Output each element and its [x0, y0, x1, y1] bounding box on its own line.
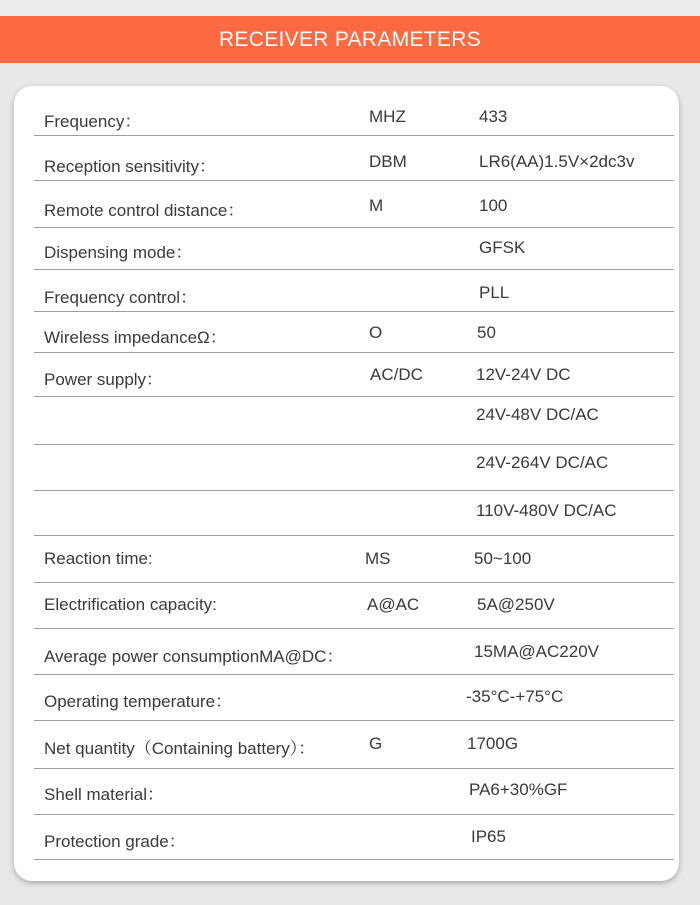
param-row-power-supply-4 [34, 491, 674, 536]
param-name: Reception sensitivity： [44, 157, 216, 176]
param-name: Reaction time: [44, 549, 153, 568]
param-row-power-supply-3 [34, 445, 674, 491]
param-unit: AC/DC [370, 365, 423, 384]
param-unit: G [369, 734, 383, 753]
param-value: 1700G [467, 734, 519, 753]
param-value: 5A@250V [477, 595, 555, 614]
param-name: Net quantity（Containing battery）： [44, 739, 316, 758]
param-value: 24V-48V DC/AC [476, 405, 599, 424]
param-row-frequency-control [34, 270, 674, 312]
param-unit: M [369, 196, 384, 215]
title-banner [0, 16, 700, 63]
parameters-card [14, 86, 679, 881]
param-name: Shell material： [44, 785, 164, 804]
param-value: 433 [479, 107, 508, 126]
param-unit: MS [365, 549, 391, 568]
param-unit: O [369, 323, 383, 342]
param-unit: MHZ [369, 107, 406, 126]
param-name: Dispensing mode： [44, 243, 193, 262]
param-name: Average power consumptionMA@DC： [44, 647, 344, 666]
param-value: 100 [479, 196, 508, 215]
param-row-reception-sensitivity [34, 136, 674, 181]
param-row-power-supply [34, 353, 674, 397]
param-row-frequency [34, 100, 674, 136]
param-name: Electrification capacity: [44, 595, 217, 614]
param-row-power-supply-2 [34, 397, 674, 445]
param-row-reaction-time [34, 536, 674, 583]
param-unit: DBM [369, 152, 407, 171]
param-value: IP65 [471, 827, 506, 846]
param-value: 110V-480V DC/AC [476, 501, 617, 520]
param-name: Protection grade： [44, 832, 186, 851]
param-value: -35°C-+75°C [466, 687, 564, 706]
param-name: Power supply： [44, 370, 164, 389]
param-value: PA6+30%GF [469, 780, 568, 799]
param-value: 12V-24V DC [476, 365, 571, 384]
param-row-operating-temperature [34, 675, 674, 721]
param-row-shell-material [34, 769, 674, 815]
param-name: Frequency control： [44, 288, 198, 307]
param-name: Frequency： [44, 112, 142, 131]
page-title: RECEIVER PARAMETERS [218, 27, 482, 51]
param-value: PLL [479, 283, 510, 302]
param-row-electrification-capacity [34, 583, 674, 629]
param-value: LR6(AA)1.5V×2dc3v [479, 152, 635, 171]
param-name: Operating temperature： [44, 692, 233, 711]
param-value: 15MA@AC220V [474, 642, 599, 661]
param-value: 50 [477, 323, 496, 342]
param-value: 50~100 [474, 549, 532, 568]
param-unit: A@AC [367, 595, 420, 614]
param-row-wireless-impedance [34, 312, 674, 353]
param-value: GFSK [479, 238, 526, 257]
param-row-protection-grade [34, 815, 674, 860]
top-strip [0, 0, 700, 16]
param-value: 24V-264V DC/AC [476, 453, 609, 472]
param-row-remote-distance [34, 181, 674, 228]
param-row-dispensing-mode [34, 228, 674, 270]
param-row-net-quantity [34, 721, 674, 769]
param-row-average-power [34, 629, 674, 675]
param-name: Remote control distance： [44, 201, 245, 220]
param-name: Wireless impedanceΩ： [44, 328, 227, 347]
